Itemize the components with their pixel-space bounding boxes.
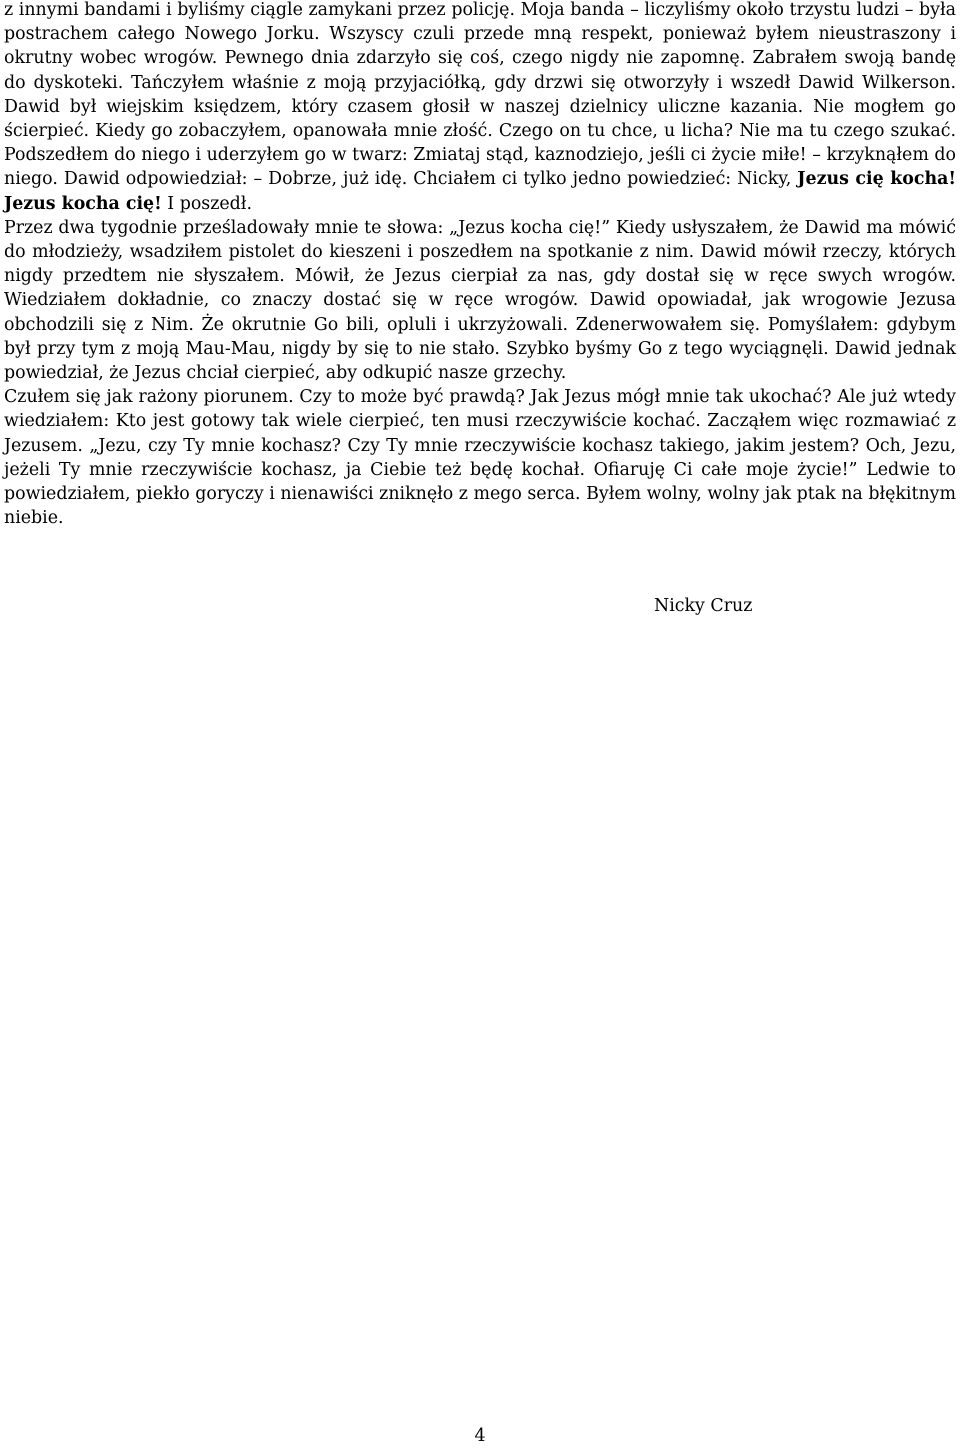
author-signature: Nicky Cruz: [654, 596, 753, 616]
paragraph-2: [4, 216, 956, 385]
paragraph-1-text-b: I poszedł.: [161, 193, 252, 214]
paragraph-3: [4, 385, 956, 530]
paragraph-2-text: Przez dwa tygodnie prześladowały mnie te słowa: „Jezus kocha cię!” Kiedy usłyszałem, że Dawid ma mówić do młodzieży, wsadziłem pistolet do kieszeni i poszedłem na spotkanie z nim. Dawid mówił rzeczy, których nigdy przedtem nie słyszałem. Mówił, że Jezus cierpiał za nas, gdy dostał się w ręce swych wrogów. Wiedziałem dokładnie, co znaczy dostać się w ręce wrogów. Dawid opowiadał, jak wrogowie Jezusa obchodzili się z Nim. Że okrutnie Go bili, opluli i ukrzyżowali. Zdenerwowałem się. Pomyślałem: gdybym był przy tym z moją Mau-Mau, nigdy by się to nie stało. Szybko byśmy Go z tego wyciągnęli. Dawid jednak powiedział, że Jezus chciał cierpieć, aby odkupić nasze grzechy.: [4, 217, 956, 384]
document-body: [4, 0, 956, 530]
page-number: 4: [474, 1426, 486, 1446]
paragraph-3-text: Czułem się jak rażony piorunem. Czy to może być prawdą? Jak Jezus mógł mnie tak ukochać? Ale już wtedy wiedziałem: Kto jest gotowy tak wiele cierpieć, ten musi rzeczywiście kochać. Zacząłem więc rozmawiać z Jezusem. „Jezu, czy Ty mnie kochasz? Czy Ty mnie rzeczywiście kochasz takiego, jakim jestem? Och, Jezu, jeżeli Ty mnie rzeczywiście kochasz, ja Ciebie też będę kochał. Ofiaruję Ci całe moje życie!” Ledwie to powiedziałem, piekło goryczy i nienawiści zniknęło z mego serca. Byłem wolny, wolny jak ptak na błękitnym niebie.: [4, 387, 956, 529]
paragraph-1-bold-phrase: Jezus cię kocha! Jezus kocha cię!: [4, 169, 956, 214]
paragraph-1: [4, 0, 956, 216]
paragraph-1-text-a: z innymi bandami i byliśmy ciągle zamykani przez policję. Moja banda – liczyliśmy około trzystu ludzi – była postrachem całego Nowego Jorku. Wszyscy czuli przede mną respekt, ponieważ byłem nieustraszony i okrutny wobec wrogów. Pewnego dnia zdarzyło się coś, czego nigdy nie zapomnę. Zabrałem swoją bandę do dyskoteki. Tańczyłem właśnie z moją przyjaciółką, gdy drzwi się otworzyły i wszedł Dawid Wilkerson. Dawid był wiejskim księdzem, który czasem głosił w naszej dzielnicy uliczne kazania. Nie mogłem go ścierpieć. Kiedy go zobaczyłem, opanowała mnie złość. Czego on tu chce, u licha? Nie ma tu czego szukać. Podszedłem do niego i uderzyłem go w twarz: Zmiataj stąd, kaznodziejo, jeśli ci życie miłe! – krzyknąłem do niego. Dawid odpowiedział: – Dobrze, już idę. Chciałem ci tylko jedno powiedzieć: Nicky,: [4, 0, 956, 190]
